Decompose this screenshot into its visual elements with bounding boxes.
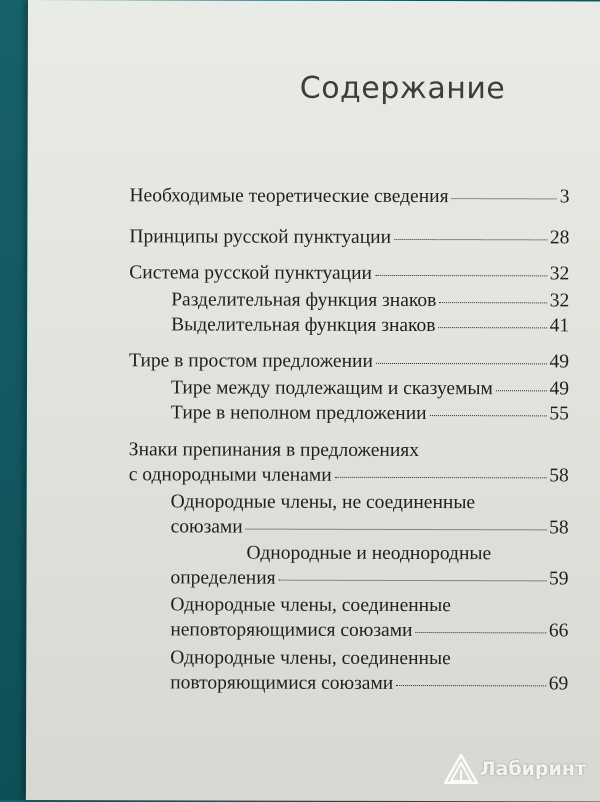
dot-leader: [375, 275, 547, 276]
dot-leader: [246, 529, 546, 531]
labirint-logo-icon: [444, 754, 478, 784]
dot-leader: [439, 302, 546, 303]
toc-entry: [129, 351, 569, 372]
dot-leader: [439, 327, 547, 328]
dot-leader: [394, 239, 547, 240]
toc-entry-text: Тире в неполном предложении: [170, 402, 427, 425]
toc-entry-text: неповторяющимися союзами: [170, 619, 413, 642]
dot-leader: [279, 580, 546, 582]
toc-page-number: 49: [549, 351, 570, 373]
toc-entry: [129, 186, 569, 207]
toc-page-number: 66: [548, 620, 569, 642]
toc-page-number: 55: [549, 403, 569, 425]
watermark-text: Лабиринт: [479, 758, 586, 780]
toc-entry: [170, 620, 568, 641]
toc-entry-text: Принципы русской пунктуации: [129, 226, 392, 248]
dot-leader: [430, 415, 547, 416]
toc-page-number: 58: [549, 517, 569, 539]
toc-entry-text-line1: Однородные члены, соединенные: [170, 647, 451, 670]
dot-leader: [335, 477, 547, 479]
toc-entry-text: Тире в простом предложении: [129, 350, 373, 372]
dot-leader: [415, 632, 545, 633]
toc-entry-text: определения: [170, 567, 276, 589]
toc-entry: [170, 568, 568, 589]
toc-entry-text: Система русской пунктуации: [129, 262, 372, 284]
toc-entry-text: союзами: [170, 516, 243, 538]
toc-entry: [171, 403, 569, 424]
toc-page-number: 58: [549, 465, 569, 487]
toc-entry: [129, 465, 569, 486]
toc-entry-text: Тире между подлежащим и сказуемым: [170, 377, 493, 400]
toc-entry-text-line1: Однородные и неоднородные: [246, 542, 492, 565]
book-page: [26, 0, 600, 802]
toc-page-number: 28: [549, 227, 570, 249]
toc-page-number: 32: [549, 290, 570, 312]
page-title: Содержание: [299, 70, 506, 107]
toc-entry: [171, 315, 569, 336]
toc-page-number: 41: [549, 315, 570, 337]
dot-leader: [396, 685, 545, 686]
toc-entry: [170, 673, 568, 694]
labirint-watermark: [444, 754, 586, 784]
toc-entry-text: Выделительная функция знаков: [171, 314, 436, 337]
toc-page-number: 3: [559, 186, 570, 208]
dot-leader: [496, 390, 547, 391]
toc-entry-text: Необходимые теоретические сведения: [129, 185, 449, 208]
toc-entry: [129, 263, 569, 284]
toc-entry-text: Разделительная функция знаков: [171, 289, 437, 312]
toc-entry-text: повторяющимися союзами: [170, 672, 394, 694]
toc-entry-text: с однородными членами: [128, 464, 332, 486]
toc-page-number: 49: [549, 378, 570, 400]
toc-entry: [171, 378, 569, 399]
toc-entry: [171, 517, 569, 538]
toc-entry-text-line1: Знаки препинания в предложениях: [128, 439, 420, 462]
toc-page-number: 69: [548, 673, 569, 695]
toc-entry: [171, 290, 569, 311]
toc-entry: [129, 227, 569, 248]
toc-entry-text-line1: Однородные члены, не соединенные: [170, 491, 476, 514]
toc-page-number: 32: [549, 263, 570, 285]
toc-page-number: 59: [548, 568, 569, 590]
dot-leader: [376, 363, 547, 364]
toc-entry-text-line1: Однородные члены, соединенные: [170, 594, 451, 617]
dot-leader: [452, 198, 557, 199]
